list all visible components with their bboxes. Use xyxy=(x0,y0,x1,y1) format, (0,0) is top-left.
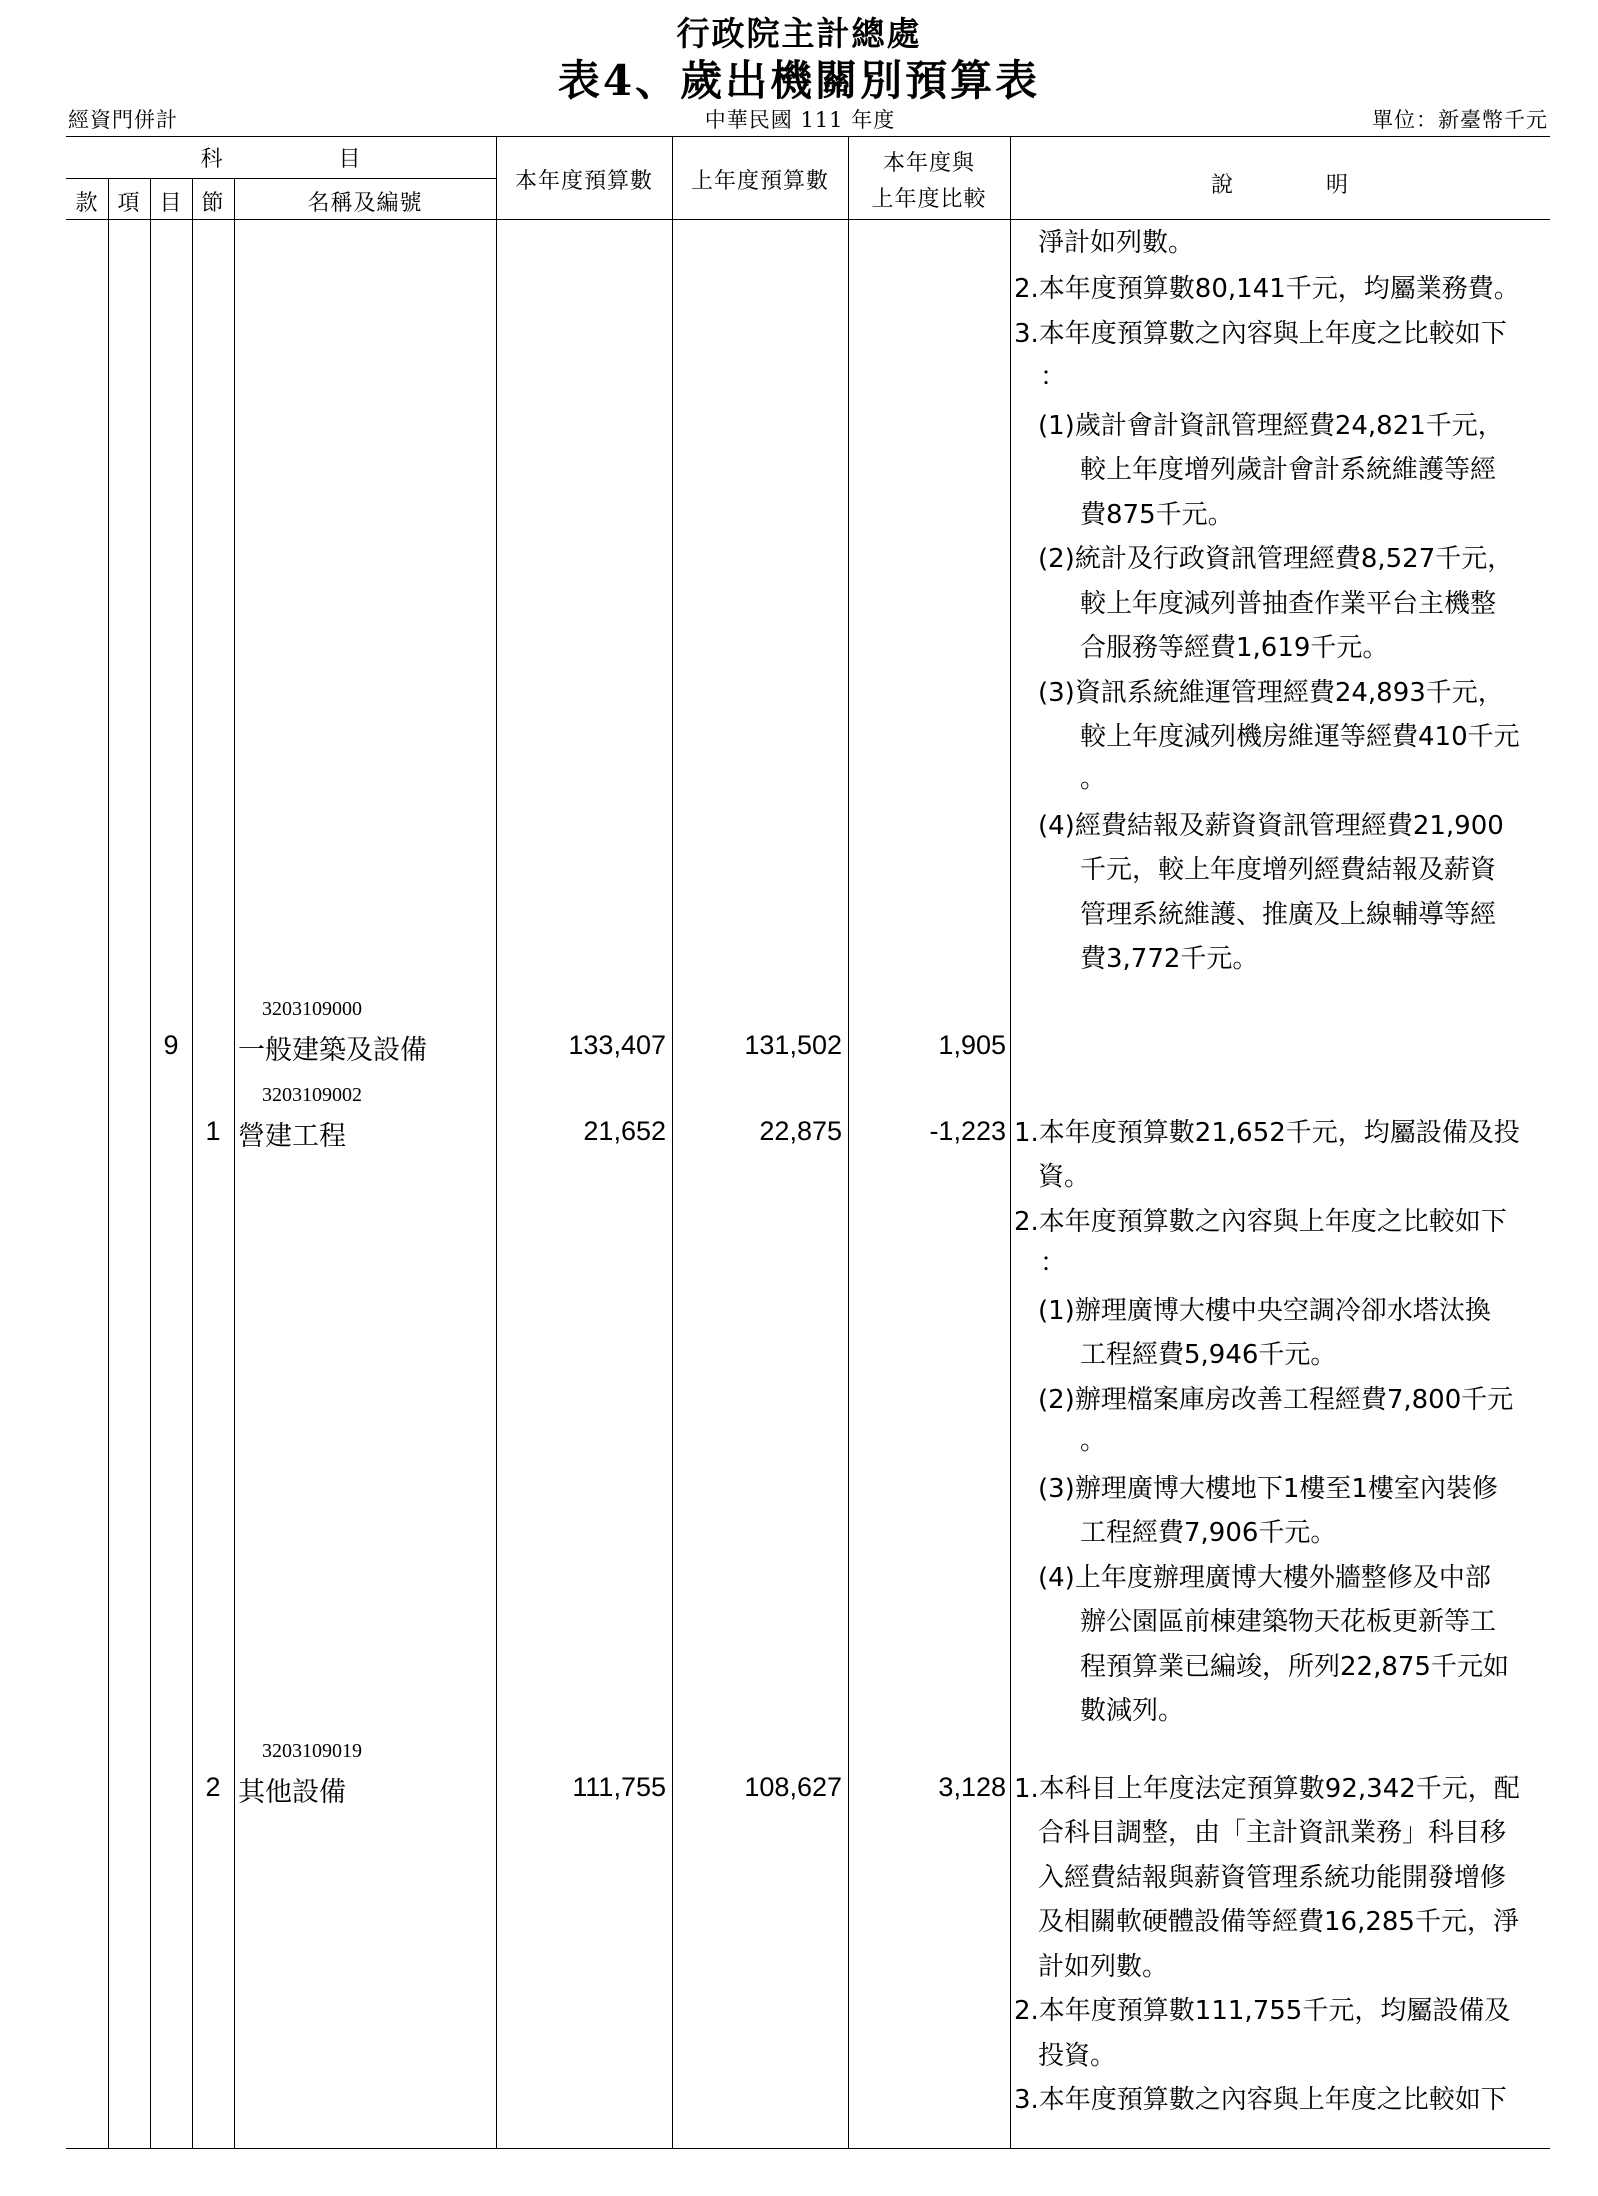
row-name: 其他設備 xyxy=(238,1777,346,1808)
row-diff: 1,905 xyxy=(938,1030,1006,1060)
desc-line: 及相關軟硬體設備等經費16,285千元，淨 xyxy=(1038,1907,1519,1937)
desc-line: (4)經費結報及薪資資訊管理經費21,900 xyxy=(1038,811,1504,841)
xiang-header: 項 xyxy=(117,191,141,216)
desc-line: 。 xyxy=(1080,1426,1107,1456)
mu-header: 目 xyxy=(159,191,183,216)
desc-line: 資。 xyxy=(1038,1162,1091,1192)
desc-line: 2.本年度預算數之內容與上年度之比較如下 xyxy=(1014,1207,1507,1237)
desc-line: 工程經費5,946千元。 xyxy=(1080,1340,1337,1370)
comparison-header-1: 本年度與 xyxy=(882,151,975,176)
desc-line: 淨計如列數。 xyxy=(1038,228,1195,258)
row-jie: 2 xyxy=(205,1772,221,1802)
row-previous: 131,502 xyxy=(744,1030,842,1060)
jie-header: 節 xyxy=(201,191,225,216)
row-code: 3203109000 xyxy=(262,998,362,1020)
page-title: 表4、歲出機關別預算表 xyxy=(557,56,1041,105)
desc-line: 管理系統維護、推廣及上線輔導等經 xyxy=(1080,900,1497,930)
desc-line: 較上年度減列普抽查作業平台主機整 xyxy=(1080,589,1497,619)
row-mu: 9 xyxy=(163,1030,179,1060)
desc-line: 費875千元。 xyxy=(1080,500,1234,530)
desc-line: 計如列數。 xyxy=(1038,1952,1169,1982)
row-current: 111,755 xyxy=(572,1772,666,1802)
desc-line: 合科目調整，由「主計資訊業務」科目移 xyxy=(1038,1818,1507,1848)
desc-line: 投資。 xyxy=(1038,2041,1117,2071)
current-budget-header: 本年度預算數 xyxy=(514,169,653,194)
desc-line: 合服務等經費1,619千元。 xyxy=(1080,633,1389,663)
row-code: 3203109019 xyxy=(262,1740,362,1762)
name-code-header: 名稱及編號 xyxy=(307,191,423,216)
previous-budget-header: 上年度預算數 xyxy=(690,169,829,194)
desc-line: 較上年度減列機房維運等經費410千元 xyxy=(1080,722,1520,752)
desc-line: (4)上年度辦理廣博大樓外牆整修及中部 xyxy=(1038,1563,1491,1593)
desc-line: 較上年度增列歲計會計系統維護等經 xyxy=(1080,455,1497,485)
row-name: 一般建築及設備 xyxy=(238,1035,427,1066)
row-code: 3203109002 xyxy=(262,1084,362,1106)
unit-label: 單位：新臺幣千元 xyxy=(1372,108,1548,132)
desc-line: 程預算業已編竣，所列22,875千元如 xyxy=(1080,1652,1509,1682)
desc-line: 1.本年度預算數21,652千元，均屬設備及投 xyxy=(1014,1118,1520,1148)
desc-line: 工程經費7,906千元。 xyxy=(1080,1518,1337,1548)
organization-name: 行政院主計總處 xyxy=(676,14,922,53)
desc-line: ： xyxy=(1040,1248,1067,1278)
desc-line: (2)統計及行政資訊管理經費8,527千元， xyxy=(1038,544,1514,574)
desc-line: (2)辦理檔案庫房改善工程經費7,800千元 xyxy=(1038,1385,1514,1415)
row-name: 營建工程 xyxy=(238,1121,346,1152)
row-current: 21,652 xyxy=(583,1116,666,1146)
desc-line: 2.本年度預算數80,141千元，均屬業務費。 xyxy=(1014,274,1520,304)
desc-line: (1)辦理廣博大樓中央空調冷卻水塔汰換 xyxy=(1038,1296,1491,1326)
row-jie: 1 xyxy=(205,1116,221,1146)
desc-line: 費3,772千元。 xyxy=(1080,944,1259,974)
kuan-header: 款 xyxy=(75,191,99,216)
desc-line: (1)歲計會計資訊管理經費24,821千元， xyxy=(1038,411,1504,441)
desc-line: 千元，較上年度增列經費結報及薪資 xyxy=(1080,855,1497,885)
fiscal-year: 中華民國 111 年度 xyxy=(704,108,896,132)
description-header: 說 明 xyxy=(1210,173,1349,198)
desc-line: 數減列。 xyxy=(1080,1696,1185,1726)
desc-line: (3)辦理廣博大樓地下1樓至1樓室內裝修 xyxy=(1038,1474,1498,1504)
desc-line: 入經費結報與薪資管理系統功能開發增修 xyxy=(1038,1863,1507,1893)
desc-line: 3.本年度預算數之內容與上年度之比較如下 xyxy=(1014,319,1507,349)
desc-line: 2.本年度預算數111,755千元，均屬設備及 xyxy=(1014,1996,1511,2026)
desc-line: 1.本科目上年度法定預算數92,342千元，配 xyxy=(1014,1774,1520,1804)
desc-line: 3.本年度預算數之內容與上年度之比較如下 xyxy=(1014,2085,1507,2115)
row-diff: 3,128 xyxy=(938,1772,1006,1802)
comparison-header-2: 上年度比較 xyxy=(871,187,987,212)
subject-header: 科 目 xyxy=(200,147,362,172)
desc-line: 。 xyxy=(1080,764,1107,794)
desc-line: ： xyxy=(1040,362,1067,392)
row-diff: -1,223 xyxy=(929,1116,1006,1146)
row-previous: 108,627 xyxy=(744,1772,842,1802)
desc-line: (3)資訊系統維運管理經費24,893千元， xyxy=(1038,678,1504,708)
row-current: 133,407 xyxy=(568,1030,666,1060)
row-previous: 22,875 xyxy=(759,1116,842,1146)
desc-line: 辦公園區前棟建築物天花板更新等工 xyxy=(1080,1607,1497,1637)
scope-label: 經資門併計 xyxy=(68,108,178,132)
